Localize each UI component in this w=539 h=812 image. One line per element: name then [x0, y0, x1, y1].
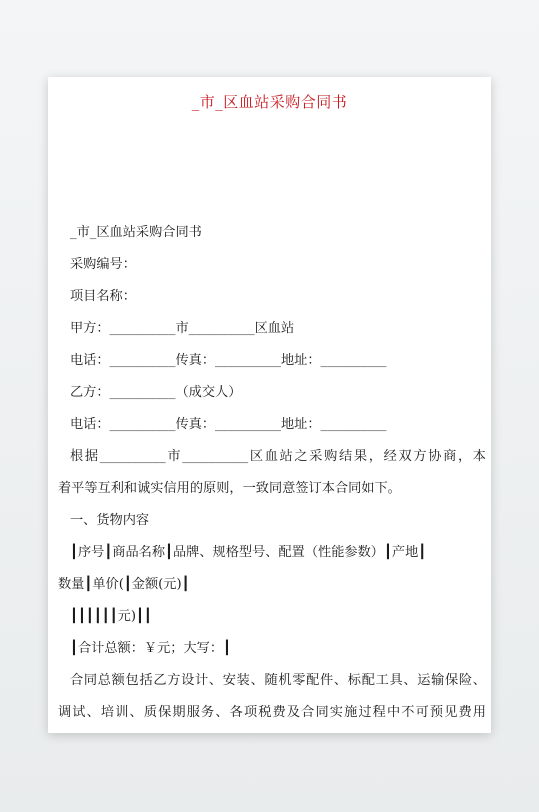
doc-line: 项目名称：	[70, 289, 136, 304]
doc-line: 根据__________市__________区血站之采购结果，经双方协商，本	[70, 449, 486, 464]
doc-line: 电话：__________传真：__________地址：__________	[70, 417, 387, 432]
doc-line: 乙方：__________（成交人）	[70, 385, 242, 400]
doc-line: 甲方：__________市__________区血站	[70, 321, 295, 336]
doc-line: 一、货物内容	[70, 513, 150, 528]
doc-line: ┃序号┃商品名称┃品牌、规格型号、配置（性能参数）┃产地┃	[70, 545, 427, 560]
doc-line: 电话：__________传真：__________地址：__________	[70, 353, 387, 368]
doc-line: ┃合计总额：￥元；大写：┃	[70, 641, 231, 656]
doc-line: 调试、培训、质保期服务、各项税费及合同实施过程中不可预见费用	[58, 705, 486, 720]
doc-line: ┃┃┃┃┃┃元)┃┃	[70, 609, 152, 624]
document-title: _市_区血站采购合同书	[191, 93, 348, 111]
doc-line: 数量┃单价(┃金额(元)┃	[58, 577, 190, 592]
doc-line: 合同总额包括乙方设计、安装、随机零配件、标配工具、运输保险、	[70, 673, 486, 688]
document-page	[48, 77, 491, 733]
doc-line: _市_区血站采购合同书	[70, 225, 202, 240]
document-body	[58, 217, 486, 729]
doc-line: 着平等互利和诚实信用的原则，一致同意签订本合同如下。	[58, 481, 401, 496]
doc-line: 采购编号：	[70, 257, 136, 272]
